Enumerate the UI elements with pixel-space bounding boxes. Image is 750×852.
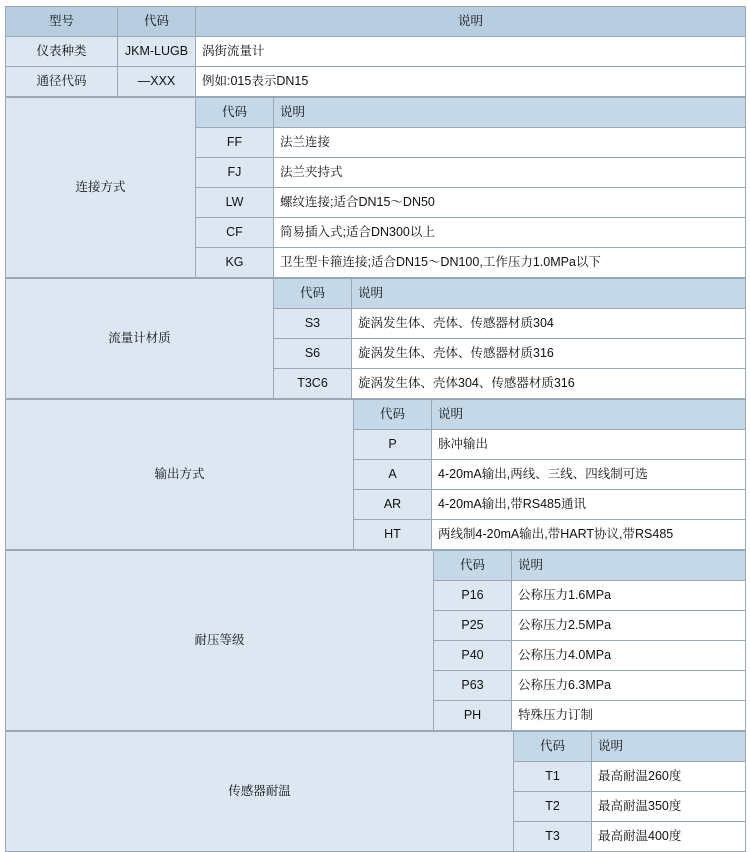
sub-header-code: 代码 <box>514 732 592 762</box>
section-meter-material <box>5 278 746 399</box>
item-desc: 简易插入式;适合DN300以上 <box>274 218 746 248</box>
item-desc: 4-20mA输出,两线、三线、四线制可选 <box>432 460 746 490</box>
sub-header-code: 代码 <box>354 400 432 430</box>
item-code: S3 <box>274 309 352 339</box>
sub-header-desc: 说明 <box>352 279 746 309</box>
item-code: P <box>354 430 432 460</box>
sub-header-code: 代码 <box>274 279 352 309</box>
item-code: T2 <box>514 792 592 822</box>
item-desc: 旋涡发生体、壳体、传感器材质304 <box>352 309 746 339</box>
item-desc: 脉冲输出 <box>432 430 746 460</box>
item-code: KG <box>196 248 274 278</box>
item-code: T1 <box>514 762 592 792</box>
section-header-row <box>6 279 746 309</box>
sub-header-code: 代码 <box>434 551 512 581</box>
item-code: S6 <box>274 339 352 369</box>
item-code: PH <box>434 701 512 731</box>
row-label: 仪表种类 <box>6 37 118 67</box>
section-header-row <box>6 400 746 430</box>
section-label: 连接方式 <box>6 98 196 278</box>
section-header-row <box>6 98 746 128</box>
item-desc: 旋涡发生体、壳体、传感器材质316 <box>352 339 746 369</box>
row-code: JKM-LUGB <box>118 37 196 67</box>
section-label: 流量计材质 <box>6 279 274 399</box>
item-desc: 最高耐温350度 <box>592 792 746 822</box>
item-code: P63 <box>434 671 512 701</box>
header-code: 代码 <box>118 7 196 37</box>
item-code: P40 <box>434 641 512 671</box>
row-label: 通径代码 <box>6 67 118 97</box>
item-code: LW <box>196 188 274 218</box>
section-sensor-temperature <box>5 731 746 852</box>
item-code: A <box>354 460 432 490</box>
item-desc: 4-20mA输出,带RS485通讯 <box>432 490 746 520</box>
item-desc: 公称压力6.3MPa <box>512 671 746 701</box>
item-desc: 公称压力1.6MPa <box>512 581 746 611</box>
item-code: T3 <box>514 822 592 852</box>
item-desc: 卫生型卡箍连接;适合DN15～DN100,工作压力1.0MPa以下 <box>274 248 746 278</box>
table-row <box>6 37 746 67</box>
item-desc: 法兰连接 <box>274 128 746 158</box>
table-row <box>6 67 746 97</box>
header-desc: 说明 <box>196 7 746 37</box>
section-header-row <box>6 551 746 581</box>
sub-header-desc: 说明 <box>432 400 746 430</box>
row-code: —XXX <box>118 67 196 97</box>
item-desc: 旋涡发生体、壳体304、传感器材质316 <box>352 369 746 399</box>
item-code: P16 <box>434 581 512 611</box>
item-desc: 最高耐温260度 <box>592 762 746 792</box>
item-code: FJ <box>196 158 274 188</box>
section-label: 传感器耐温 <box>6 732 514 852</box>
sub-header-desc: 说明 <box>274 98 746 128</box>
item-code: FF <box>196 128 274 158</box>
section-label: 输出方式 <box>6 400 354 550</box>
row-desc: 例如:015表示DN15 <box>196 67 746 97</box>
section-header-row <box>6 732 746 762</box>
sub-header-desc: 说明 <box>592 732 746 762</box>
section-connection-type <box>5 97 746 278</box>
sub-header-desc: 说明 <box>512 551 746 581</box>
header-model: 型号 <box>6 7 118 37</box>
model-code-table-top <box>5 6 746 97</box>
item-desc: 特殊压力订制 <box>512 701 746 731</box>
item-desc: 最高耐温400度 <box>592 822 746 852</box>
item-desc: 公称压力4.0MPa <box>512 641 746 671</box>
item-desc: 两线制4-20mA输出,带HART协议,带RS485 <box>432 520 746 550</box>
item-desc: 螺纹连接;适合DN15～DN50 <box>274 188 746 218</box>
item-code: P25 <box>434 611 512 641</box>
row-desc: 涡街流量计 <box>196 37 746 67</box>
item-code: HT <box>354 520 432 550</box>
item-code: AR <box>354 490 432 520</box>
sub-header-code: 代码 <box>196 98 274 128</box>
item-code: T3C6 <box>274 369 352 399</box>
item-desc: 公称压力2.5MPa <box>512 611 746 641</box>
item-desc: 法兰夹持式 <box>274 158 746 188</box>
section-label: 耐压等级 <box>6 551 434 731</box>
table-header-row <box>6 7 746 37</box>
item-code: CF <box>196 218 274 248</box>
section-output-mode <box>5 399 746 550</box>
section-pressure-rating <box>5 550 746 731</box>
